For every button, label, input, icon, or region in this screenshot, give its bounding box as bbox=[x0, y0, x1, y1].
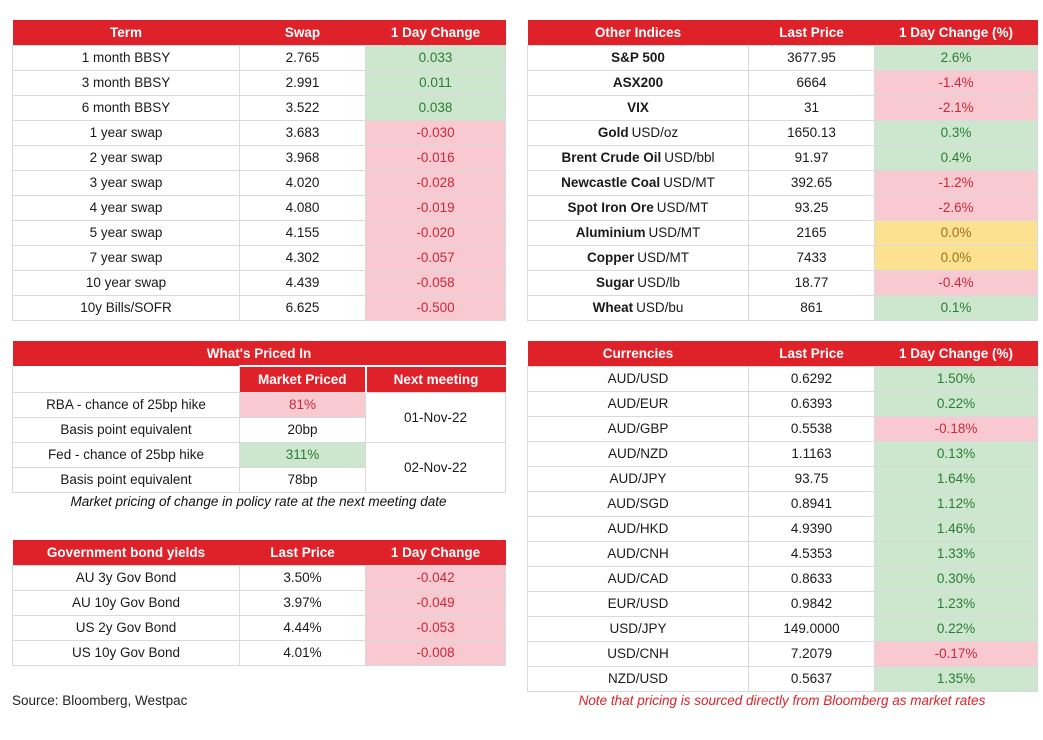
index-unit: USD/lb bbox=[637, 275, 681, 290]
last-price-value: 4.9390 bbox=[749, 516, 875, 541]
index-unit: USD/bbl bbox=[664, 150, 715, 165]
row-label: Basis point equivalent bbox=[13, 417, 240, 442]
change-value: 0.033 bbox=[366, 45, 506, 70]
swap-value: 4.080 bbox=[240, 195, 366, 220]
table-row bbox=[13, 245, 506, 270]
change-value: -0.008 bbox=[366, 640, 506, 665]
bond-name: US 10y Gov Bond bbox=[13, 640, 240, 665]
change-value: 0.0% bbox=[875, 245, 1038, 270]
last-price-value: 3677.95 bbox=[749, 45, 875, 70]
table-row bbox=[528, 245, 1038, 270]
bond-yields-table bbox=[12, 540, 505, 666]
swap-value: 4.302 bbox=[240, 245, 366, 270]
last-price-value: 91.97 bbox=[749, 145, 875, 170]
change-value: -0.500 bbox=[366, 295, 506, 320]
index-name-cell bbox=[528, 70, 749, 95]
last-price-value: 93.25 bbox=[749, 195, 875, 220]
term-label: 10y Bills/SOFR bbox=[13, 295, 240, 320]
index-name: Sugar bbox=[595, 275, 635, 290]
last-price-value: 149.0000 bbox=[749, 616, 875, 641]
whats-priced-in-caption: Market pricing of change in policy rate at the next meeting date bbox=[70, 494, 447, 509]
term-label: 7 year swap bbox=[13, 245, 240, 270]
change-value: 0.22% bbox=[875, 616, 1038, 641]
change-value: -0.18% bbox=[875, 416, 1038, 441]
index-name-cell bbox=[528, 170, 749, 195]
last-price-value: 1.1163 bbox=[749, 441, 875, 466]
table-header-row bbox=[528, 341, 1038, 366]
table-row bbox=[13, 640, 506, 665]
change-value: 1.46% bbox=[875, 516, 1038, 541]
table-row bbox=[528, 616, 1038, 641]
column-header-change: 1 Day Change bbox=[366, 20, 506, 45]
bond-name: AU 3y Gov Bond bbox=[13, 565, 240, 590]
swap-value: 3.683 bbox=[240, 120, 366, 145]
change-value: 1.23% bbox=[875, 591, 1038, 616]
index-name: ASX200 bbox=[612, 75, 664, 90]
change-value: 0.011 bbox=[366, 70, 506, 95]
index-name-cell bbox=[528, 45, 749, 70]
change-value: -2.6% bbox=[875, 195, 1038, 220]
term-label: 3 month BBSY bbox=[13, 70, 240, 95]
table-row bbox=[528, 466, 1038, 491]
table-row bbox=[528, 391, 1038, 416]
currency-pair: AUD/HKD bbox=[528, 516, 749, 541]
table-row bbox=[528, 270, 1038, 295]
index-name-cell bbox=[528, 120, 749, 145]
last-price-value: 0.6393 bbox=[749, 391, 875, 416]
change-value: 0.3% bbox=[875, 120, 1038, 145]
table-row bbox=[528, 416, 1038, 441]
table-row bbox=[13, 392, 506, 417]
bond-name: AU 10y Gov Bond bbox=[13, 590, 240, 615]
column-header-swap: Swap bbox=[240, 20, 366, 45]
swap-value: 3.968 bbox=[240, 145, 366, 170]
column-header-change-pct: 1 Day Change (%) bbox=[875, 341, 1038, 366]
table-row bbox=[528, 541, 1038, 566]
change-value: -1.2% bbox=[875, 170, 1038, 195]
table-row bbox=[13, 95, 506, 120]
column-header-last-price: Last Price bbox=[749, 341, 875, 366]
table-row bbox=[528, 516, 1038, 541]
change-value: -0.049 bbox=[366, 590, 506, 615]
index-name-cell bbox=[528, 295, 749, 320]
index-name-cell bbox=[528, 245, 749, 270]
table-header-row bbox=[13, 20, 506, 45]
next-meeting-date: 01-Nov-22 bbox=[366, 392, 506, 442]
column-header-last-price: Last Price bbox=[749, 20, 875, 45]
market-priced-value: 78bp bbox=[240, 467, 366, 492]
table-row bbox=[528, 366, 1038, 391]
change-value: 0.4% bbox=[875, 145, 1038, 170]
swap-value: 4.439 bbox=[240, 270, 366, 295]
last-price-value: 4.01% bbox=[240, 640, 366, 665]
last-price-value: 392.65 bbox=[749, 170, 875, 195]
table-row bbox=[528, 591, 1038, 616]
last-price-value: 7433 bbox=[749, 245, 875, 270]
other-indices-table bbox=[527, 20, 1037, 321]
last-price-value: 1650.13 bbox=[749, 120, 875, 145]
table-row bbox=[528, 145, 1038, 170]
table-row bbox=[13, 565, 506, 590]
currency-pair: AUD/SGD bbox=[528, 491, 749, 516]
last-price-value: 6664 bbox=[749, 70, 875, 95]
table-row bbox=[528, 566, 1038, 591]
blank-header-cell bbox=[13, 366, 240, 392]
currency-pair: AUD/EUR bbox=[528, 391, 749, 416]
currency-pair: AUD/CNH bbox=[528, 541, 749, 566]
currency-pair: USD/JPY bbox=[528, 616, 749, 641]
row-label: Fed - chance of 25bp hike bbox=[13, 442, 240, 467]
currency-pair: NZD/USD bbox=[528, 666, 749, 691]
swap-value: 2.765 bbox=[240, 45, 366, 70]
change-value: -0.020 bbox=[366, 220, 506, 245]
table-row bbox=[528, 120, 1038, 145]
whats-priced-in-table bbox=[12, 341, 505, 493]
index-name: Brent Crude Oil bbox=[561, 150, 662, 165]
currency-pair: AUD/GBP bbox=[528, 416, 749, 441]
term-label: 2 year swap bbox=[13, 145, 240, 170]
table-row bbox=[528, 666, 1038, 691]
swap-rates-table bbox=[12, 20, 505, 321]
table-header-row bbox=[13, 540, 506, 565]
last-price-value: 0.6292 bbox=[749, 366, 875, 391]
currency-pair: AUD/CAD bbox=[528, 566, 749, 591]
last-price-value: 2165 bbox=[749, 220, 875, 245]
change-value: -0.053 bbox=[366, 615, 506, 640]
index-unit: USD/MT bbox=[648, 225, 701, 240]
last-price-value: 0.9842 bbox=[749, 591, 875, 616]
change-value: 0.13% bbox=[875, 441, 1038, 466]
column-header-next-meeting: Next meeting bbox=[366, 366, 506, 392]
change-value: -1.4% bbox=[875, 70, 1038, 95]
index-name: Copper bbox=[587, 250, 635, 265]
term-label: 5 year swap bbox=[13, 220, 240, 245]
index-unit: USD/MT bbox=[663, 175, 715, 190]
column-header-term: Term bbox=[13, 20, 240, 45]
index-name: S&P 500 bbox=[611, 50, 665, 65]
change-value: -0.016 bbox=[366, 145, 506, 170]
last-price-value: 3.97% bbox=[240, 590, 366, 615]
index-name-cell bbox=[528, 195, 749, 220]
term-label: 4 year swap bbox=[13, 195, 240, 220]
change-value: -0.042 bbox=[366, 565, 506, 590]
change-value: 0.038 bbox=[366, 95, 506, 120]
column-header-bond-yields: Government bond yields bbox=[13, 540, 240, 565]
swap-value: 6.625 bbox=[240, 295, 366, 320]
term-label: 1 month BBSY bbox=[13, 45, 240, 70]
change-value: 1.33% bbox=[875, 541, 1038, 566]
index-name-cell bbox=[528, 95, 749, 120]
currency-pair: AUD/NZD bbox=[528, 441, 749, 466]
last-price-value: 93.75 bbox=[749, 466, 875, 491]
column-header-last-price: Last Price bbox=[240, 540, 366, 565]
change-value: 1.64% bbox=[875, 466, 1038, 491]
table-row bbox=[13, 145, 506, 170]
index-name: Gold bbox=[597, 125, 629, 140]
pricing-note: Note that pricing is sourced directly from Bloomberg as market rates bbox=[578, 693, 986, 708]
currency-pair: USD/CNH bbox=[528, 641, 749, 666]
index-name: Wheat bbox=[592, 300, 634, 315]
table-row bbox=[528, 641, 1038, 666]
table-row bbox=[13, 220, 506, 245]
index-name: VIX bbox=[627, 100, 649, 115]
column-header-market-priced: Market Priced bbox=[240, 366, 366, 392]
table-row bbox=[13, 295, 506, 320]
change-value: 0.1% bbox=[875, 295, 1038, 320]
table-row bbox=[528, 195, 1038, 220]
index-name: Spot Iron Ore bbox=[567, 200, 654, 215]
source-attribution: Source: Bloomberg, Westpac bbox=[12, 693, 188, 708]
last-price-value: 0.5637 bbox=[749, 666, 875, 691]
change-value: 1.12% bbox=[875, 491, 1038, 516]
last-price-value: 4.5353 bbox=[749, 541, 875, 566]
row-label: RBA - chance of 25bp hike bbox=[13, 392, 240, 417]
term-label: 10 year swap bbox=[13, 270, 240, 295]
table-row bbox=[528, 45, 1038, 70]
table-row bbox=[13, 45, 506, 70]
change-value: -0.019 bbox=[366, 195, 506, 220]
index-unit: USD/oz bbox=[631, 125, 679, 140]
table-row bbox=[528, 95, 1038, 120]
table-title-row bbox=[13, 341, 506, 366]
last-price-value: 18.77 bbox=[749, 270, 875, 295]
currency-pair: EUR/USD bbox=[528, 591, 749, 616]
swap-value: 4.020 bbox=[240, 170, 366, 195]
table-row bbox=[528, 441, 1038, 466]
change-value: -0.17% bbox=[875, 641, 1038, 666]
change-value: 0.22% bbox=[875, 391, 1038, 416]
term-label: 6 month BBSY bbox=[13, 95, 240, 120]
change-value: -0.058 bbox=[366, 270, 506, 295]
table-title: What's Priced In bbox=[13, 341, 506, 366]
market-priced-value: 311% bbox=[240, 442, 366, 467]
table-header-row bbox=[528, 20, 1038, 45]
index-name-cell bbox=[528, 220, 749, 245]
currencies-table bbox=[527, 341, 1037, 692]
change-value: -0.028 bbox=[366, 170, 506, 195]
term-label: 1 year swap bbox=[13, 120, 240, 145]
market-priced-value: 20bp bbox=[240, 417, 366, 442]
table-row bbox=[13, 590, 506, 615]
currency-pair: AUD/USD bbox=[528, 366, 749, 391]
table-row bbox=[528, 170, 1038, 195]
next-meeting-date: 02-Nov-22 bbox=[366, 442, 506, 492]
last-price-value: 0.5538 bbox=[749, 416, 875, 441]
last-price-value: 4.44% bbox=[240, 615, 366, 640]
bond-name: US 2y Gov Bond bbox=[13, 615, 240, 640]
index-unit: USD/MT bbox=[656, 200, 709, 215]
change-value: -2.1% bbox=[875, 95, 1038, 120]
row-label: Basis point equivalent bbox=[13, 467, 240, 492]
last-price-value: 31 bbox=[749, 95, 875, 120]
index-name-cell bbox=[528, 145, 749, 170]
table-row bbox=[528, 295, 1038, 320]
table-row bbox=[528, 220, 1038, 245]
last-price-value: 7.2079 bbox=[749, 641, 875, 666]
market-priced-value: 81% bbox=[240, 392, 366, 417]
swap-value: 3.522 bbox=[240, 95, 366, 120]
table-row bbox=[13, 120, 506, 145]
last-price-value: 3.50% bbox=[240, 565, 366, 590]
last-price-value: 861 bbox=[749, 295, 875, 320]
change-value: 0.0% bbox=[875, 220, 1038, 245]
change-value: 1.35% bbox=[875, 666, 1038, 691]
swap-value: 2.991 bbox=[240, 70, 366, 95]
last-price-value: 0.8633 bbox=[749, 566, 875, 591]
table-row bbox=[13, 170, 506, 195]
table-header-row bbox=[13, 366, 506, 392]
swap-value: 4.155 bbox=[240, 220, 366, 245]
change-value: 0.30% bbox=[875, 566, 1038, 591]
table-row bbox=[13, 615, 506, 640]
column-header-indices: Other Indices bbox=[528, 20, 749, 45]
index-unit: USD/MT bbox=[637, 250, 689, 265]
index-name: Aluminium bbox=[575, 225, 646, 240]
change-value: -0.4% bbox=[875, 270, 1038, 295]
table-row bbox=[528, 491, 1038, 516]
table-row bbox=[13, 70, 506, 95]
table-row bbox=[13, 270, 506, 295]
term-label: 3 year swap bbox=[13, 170, 240, 195]
table-row bbox=[13, 442, 506, 467]
table-row bbox=[528, 70, 1038, 95]
change-value: 2.6% bbox=[875, 45, 1038, 70]
currency-pair: AUD/JPY bbox=[528, 466, 749, 491]
column-header-change: 1 Day Change bbox=[366, 540, 506, 565]
last-price-value: 0.8941 bbox=[749, 491, 875, 516]
index-unit: USD/bu bbox=[636, 300, 684, 315]
column-header-change-pct: 1 Day Change (%) bbox=[875, 20, 1038, 45]
change-value: -0.057 bbox=[366, 245, 506, 270]
column-header-currencies: Currencies bbox=[528, 341, 749, 366]
table-row bbox=[13, 195, 506, 220]
index-name-cell bbox=[528, 270, 749, 295]
change-value: -0.030 bbox=[366, 120, 506, 145]
index-name: Newcastle Coal bbox=[561, 175, 661, 190]
change-value: 1.50% bbox=[875, 366, 1038, 391]
